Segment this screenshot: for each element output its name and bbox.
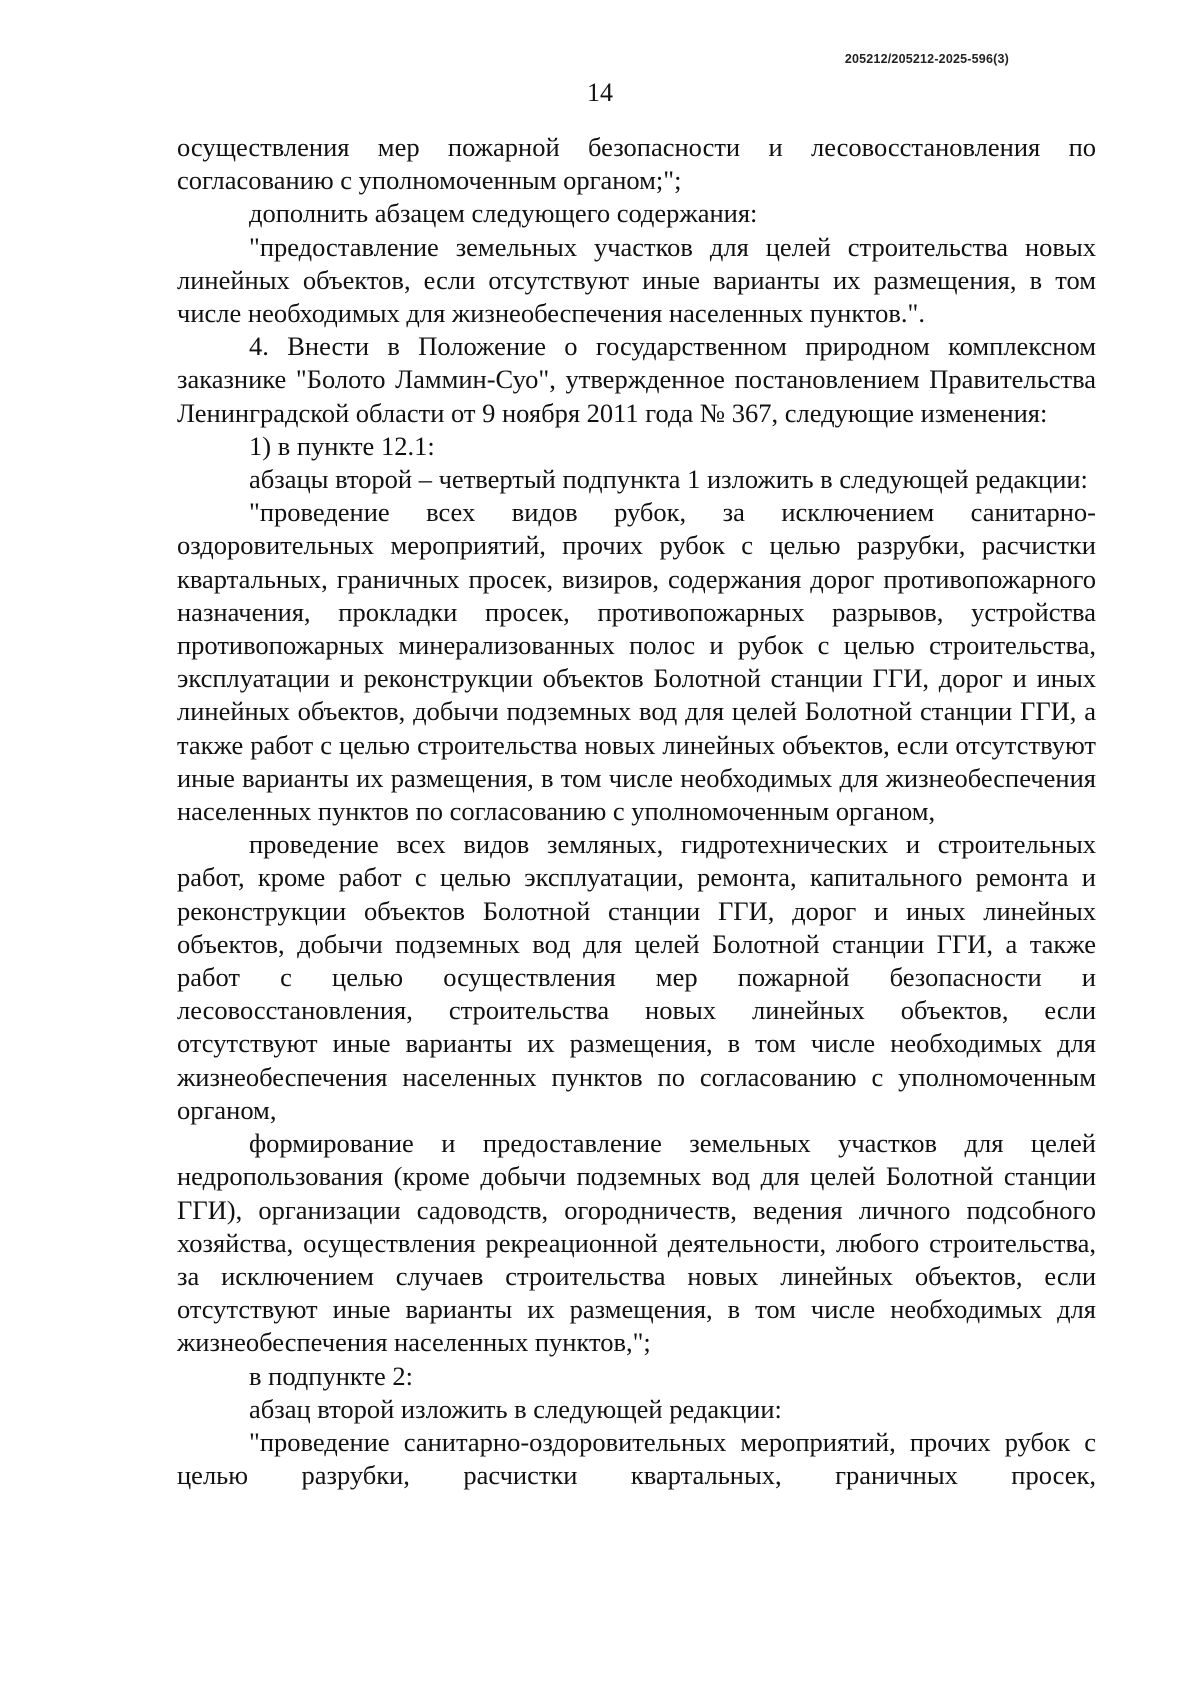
paragraph: в подпункте 2: [249,1360,414,1391]
paragraph: осуществления мер пожарной безопасности и лесовосстановления по согласованию с уполномоченным органом;"; [177,132,1096,196]
document-body [177,131,1096,1492]
paragraph: 4. Внести в Положение о государственном природном комплексном заказнике "Болото Ламмин-Суо", утвержденное постановлением Правительства Ленинградской области от 9 ноября 2011 года № 367, следующие изменения: [177,331,1096,428]
paragraph: 1) в пункте 12.1: [249,430,435,461]
paragraph: абзац второй изложить в следующей редакции: [249,1393,782,1424]
paragraph: "предоставление земельных участков для целей строительства новых линейных объектов, если отсутствуют иные варианты их размещения, в том числе необходимых для жизнеобеспечения населенных пунктов.". [177,231,1096,329]
paragraph: абзацы второй – четвертый подпункта 1 изложить в следующей редакции: [249,464,1088,495]
document-id: 205212/205212-2025-596(3) [844,52,1009,66]
paragraph: формирование и предоставление земельных участков для целей недропользования (кроме добычи подземных вод для целей Болотной станции ГГИ), организации садоводств, огородничеств, ведения личного подсобного хозяйства, осуществления рекреационной деятельности, любого строительства, за исключением случаев строительства новых линейных объектов, если отсутствуют иные варианты их размещения, в том числе необходимых для жизнеобеспечения населенных пунктов,"; [177,1128,1096,1358]
paragraph: "проведение всех видов рубок, за исключением санитарно-оздоровительных мероприятий, прочих рубок с целью разрубки, расчистки квартальных, граничных просек, визиров, содержания дорог противопожарного назначения, прокладки просек, противопожарных разрывов, устройства противопожарных минерализованных полос и рубок с целью строительства, эксплуатации и реконструкции объектов Болотной станции ГГИ, дорог и иных линейных объектов, добычи подземных вод для целей Болотной станции ГГИ, а также работ с целью строительства новых линейных объектов, если отсутствуют иные варианты их размещения, в том числе необходимых для жизнеобеспечения населенных пунктов по согласованию с уполномоченным органом, [177,497,1096,827]
paragraph-continued: "проведение санитарно-оздоровительных мероприятий, прочих рубок с целью разрубки, расчистки квартальных, граничных просек, [177,1426,1096,1491]
paragraph: проведение всех видов земляных, гидротехнических и строительных работ, кроме работ с целью эксплуатации, ремонта, капитального ремонта и реконструкции объектов Болотной станции ГГИ, дорог и иных линейных объектов, добычи подземных вод для целей Болотной станции ГГИ, а также работ с целью осуществления мер пожарной безопасности и лесовосстановления, строительства новых линейных объектов, если отсутствуют иные варианты их размещения, в том числе необходимых для жизнеобеспечения населенных пунктов по согласованию с уполномоченным органом, [177,829,1096,1125]
paragraph: дополнить абзацем следующего содержания: [249,198,758,229]
page-number: 14 [587,78,613,107]
